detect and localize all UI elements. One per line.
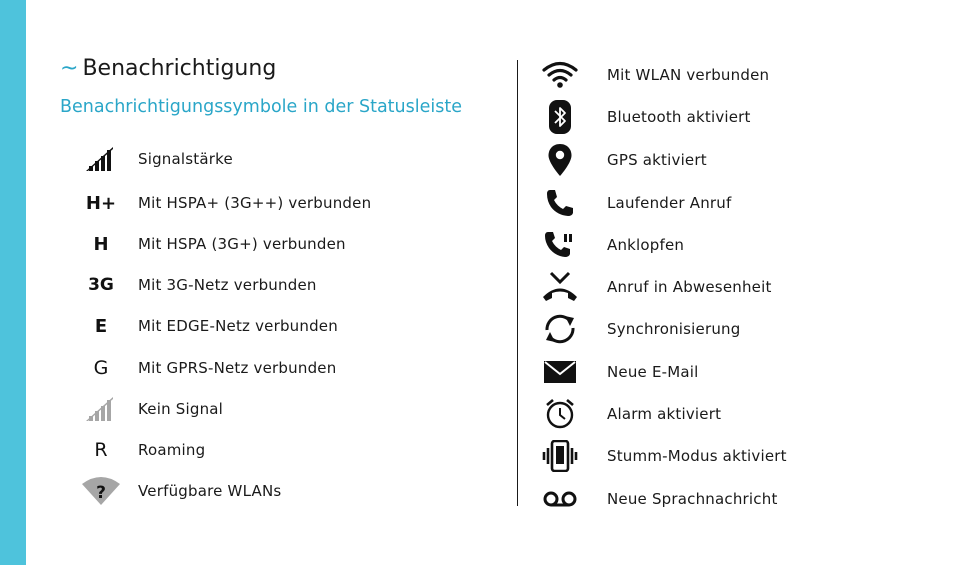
legend-label: Alarm aktiviert: [607, 405, 722, 423]
legend-row-call-waiting: [540, 228, 684, 262]
gprs-icon: [81, 351, 121, 385]
missed-call-icon: [540, 270, 580, 304]
legend-label: GPS aktiviert: [607, 151, 707, 169]
legend-row-available-wifi: [81, 474, 281, 508]
3g-icon: [81, 268, 121, 302]
svg-text:?: ?: [96, 483, 106, 503]
legend-row-gps: [540, 143, 707, 177]
legend-row-phone-call: [540, 186, 731, 220]
page-subtitle: Benachrichtigungssymbole in der Statusleiste: [60, 97, 462, 117]
legend-row-3g: [81, 268, 317, 302]
available-wifi-icon: [81, 474, 121, 508]
legend-row-sync: [540, 312, 740, 346]
legend-label: Anruf in Abwesenheit: [607, 278, 772, 296]
roaming-glyph: R: [94, 439, 108, 461]
signal-strength-icon: [81, 142, 121, 176]
accent-stripe: [0, 0, 26, 565]
title-text: Benachrichtigung: [82, 56, 277, 81]
wifi-icon: [540, 58, 580, 92]
legend-row-bluetooth: [540, 100, 751, 134]
legend-row-gprs: [81, 351, 336, 385]
legend-row-missed-call: [540, 270, 772, 304]
legend-row-wifi: [540, 58, 769, 92]
legend-label: Anklopfen: [607, 236, 685, 254]
legend-row-hspa-plus: [81, 186, 371, 220]
roaming-icon: [81, 433, 121, 467]
legend-label: Laufender Anruf: [607, 194, 732, 212]
column-divider: [517, 60, 518, 506]
legend-row-no-signal: [81, 392, 223, 426]
email-icon: [540, 355, 580, 389]
legend-label: Mit WLAN verbunden: [607, 66, 770, 84]
bluetooth-icon: [540, 100, 580, 134]
hspa-plus-glyph: H+: [85, 192, 117, 214]
sync-icon: [540, 312, 580, 346]
legend-row-alarm: [540, 397, 721, 431]
legend-label: Bluetooth aktiviert: [607, 108, 751, 126]
legend-row-hspa: [81, 227, 346, 261]
legend-label: Mit EDGE-Netz verbunden: [138, 317, 338, 335]
title-tilde: ~: [60, 56, 79, 81]
legend-label: Synchronisierung: [607, 320, 741, 338]
legend-label: Roaming: [138, 441, 206, 459]
call-waiting-icon: [540, 228, 580, 262]
vibrate-icon: [540, 439, 580, 473]
phone-call-icon: [540, 186, 580, 220]
legend-row-vibrate: [540, 439, 787, 473]
legend-label: Mit 3G-Netz verbunden: [138, 276, 317, 294]
legend-row-signal-strength: [81, 142, 233, 176]
gprs-glyph: G: [93, 357, 109, 379]
legend-label: Neue Sprachnachricht: [607, 490, 778, 508]
edge-glyph: E: [94, 315, 108, 337]
legend-label: Mit HSPA+ (3G++) verbunden: [138, 194, 372, 212]
no-signal-icon: [81, 392, 121, 426]
legend-row-roaming: [81, 433, 205, 467]
page-title: [60, 56, 276, 81]
legend-label: Mit HSPA (3G+) verbunden: [138, 235, 346, 253]
legend-row-email: [540, 355, 699, 389]
voicemail-icon: [540, 482, 580, 516]
legend-label: Signalstärke: [138, 150, 233, 168]
legend-row-edge: [81, 309, 338, 343]
hspa-icon: [81, 227, 121, 261]
legend-label: Kein Signal: [138, 400, 224, 418]
legend-label: Neue E-Mail: [607, 363, 699, 381]
gps-pin-icon: [540, 143, 580, 177]
alarm-clock-icon: [540, 397, 580, 431]
legend-label: Verfügbare WLANs: [138, 482, 282, 500]
legend-label: Stumm-Modus aktiviert: [607, 447, 787, 465]
legend-row-voicemail: [540, 482, 778, 516]
3g-glyph: 3G: [88, 275, 114, 295]
edge-icon: [81, 309, 121, 343]
hspa-plus-icon: [81, 186, 121, 220]
hspa-glyph: H: [93, 233, 109, 255]
legend-label: Mit GPRS-Netz verbunden: [138, 359, 337, 377]
